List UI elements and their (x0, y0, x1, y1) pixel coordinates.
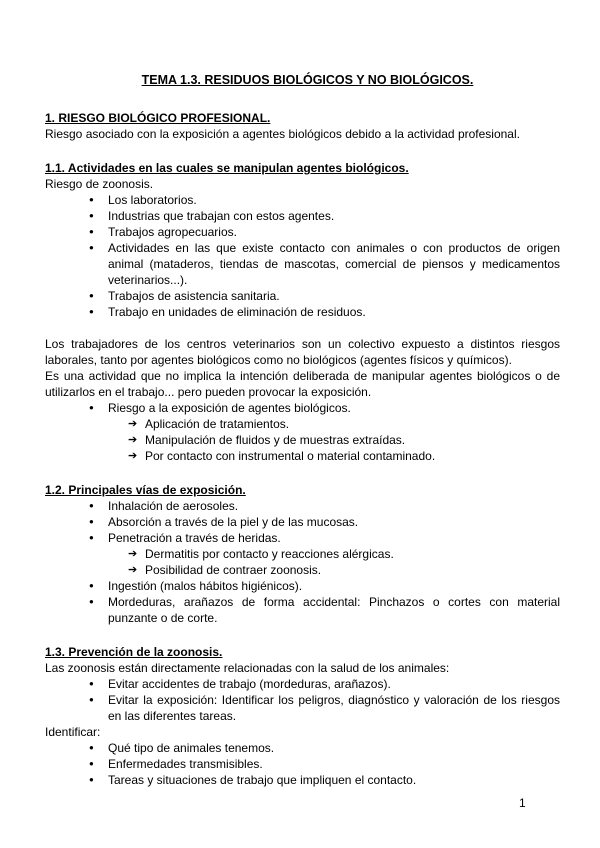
list-item: ● Trabajos de asistencia sanitaria. (45, 288, 560, 304)
list-item: ● Evitar accidentes de trabajo (mordeduras, arañazos). (45, 676, 560, 692)
list-item: ● Absorción a través de la piel y de las mucosas. (45, 514, 560, 530)
sublist-item: ➔ Posibilidad de contraer zoonosis. (45, 562, 560, 578)
risk-sublist (108, 416, 560, 464)
prevention-list (45, 676, 560, 724)
list-item: ● Evitar la exposición: Identificar los peligros, diagnóstico y valoración de los riesgos en las diferentes tareas. (45, 692, 560, 724)
workers-paragraph: Los trabajadores de los centros veterinarios son un colectivo expuesto a distintos riesgos laborales, tanto por agentes biológicos como no biológicos (agentes físicos y químicos). (45, 337, 560, 367)
sublist-item: ➔ Aplicación de tratamientos. (45, 416, 560, 432)
list-item: ● Qué tipo de animales tenemos. (45, 740, 560, 756)
list-item: ● Mordeduras, arañazos de forma accidental: Pinchazos o cortes con material punzante o de corte. (45, 594, 560, 626)
page-title: TEMA 1.3. RESIDUOS BIOLÓGICOS Y NO BIOLÓGICOS. (141, 73, 474, 87)
section-1-2-heading: 1.2. Principales vías de exposición. (45, 483, 246, 497)
section-1-text: Riesgo asociado con la exposición a agentes biológicos debido a la actividad profesional. (45, 127, 520, 141)
identify-list (45, 740, 560, 788)
risk-item-label: Riesgo a la exposición de agentes biológicos. (108, 401, 351, 415)
activity-paragraph: Es una actividad que no implica la intención deliberada de manipular agentes biológicos o de utilizarlos en el trabajo... pero pueden provocar la exposición. (45, 369, 560, 399)
wounds-item-label: Penetración a través de heridas. (108, 531, 281, 545)
risk-list (45, 400, 560, 464)
list-item: ● Trabajos agropecuarios. (45, 224, 560, 240)
section-1-2 (45, 482, 560, 626)
list-item: ● Industrias que trabajan con estos agentes. (45, 208, 560, 224)
list-item-risk (45, 400, 560, 464)
sublist-item: ➔ Por contacto con instrumental o material contaminado. (45, 448, 560, 464)
list-item: ● Ingestión (malos hábitos higiénicos). (45, 578, 560, 594)
activities-list (45, 192, 560, 320)
identify-label: Identificar: (45, 725, 101, 739)
wounds-sublist (108, 546, 560, 578)
section-1-3-heading: 1.3. Prevención de la zoonosis. (45, 645, 223, 659)
sublist-item: ➔ Dermatitis por contacto y reacciones alérgicas. (45, 546, 560, 562)
section-1-heading: 1. RIESGO BIOLÓGICO PROFESIONAL. (45, 111, 271, 125)
section-1-3 (45, 644, 560, 788)
list-item: ● Actividades en las que existe contacto con animales o con productos de origen animal (mataderos, tiendas de mascotas, comercial de piensos y medicamentos veterinarios...). (45, 240, 560, 288)
exposure-routes-list (45, 498, 560, 626)
section-1-1-intro: Riesgo de zoonosis. (45, 177, 154, 191)
page-number: 1 (519, 796, 526, 810)
list-item: ● Trabajo en unidades de eliminación de residuos. (45, 304, 560, 320)
list-item: ● Enfermedades transmisibles. (45, 756, 560, 772)
list-item: ● Inhalación de aerosoles. (45, 498, 560, 514)
document-page (45, 72, 560, 788)
list-item: ● Los laboratorios. (45, 192, 560, 208)
section-1-3-intro: Las zoonosis están directamente relacionadas con la salud de los animales: (45, 661, 450, 675)
list-item: ● Tareas y situaciones de trabajo que impliquen el contacto. (45, 772, 560, 788)
sublist-item: ➔ Manipulación de fluidos y de muestras extraídas. (45, 432, 560, 448)
list-item-wounds (45, 530, 560, 578)
section-1-1-heading: 1.1. Actividades en las cuales se manipulan agentes biológicos. (45, 161, 409, 175)
section-1 (45, 110, 560, 142)
section-1-1 (45, 160, 560, 464)
